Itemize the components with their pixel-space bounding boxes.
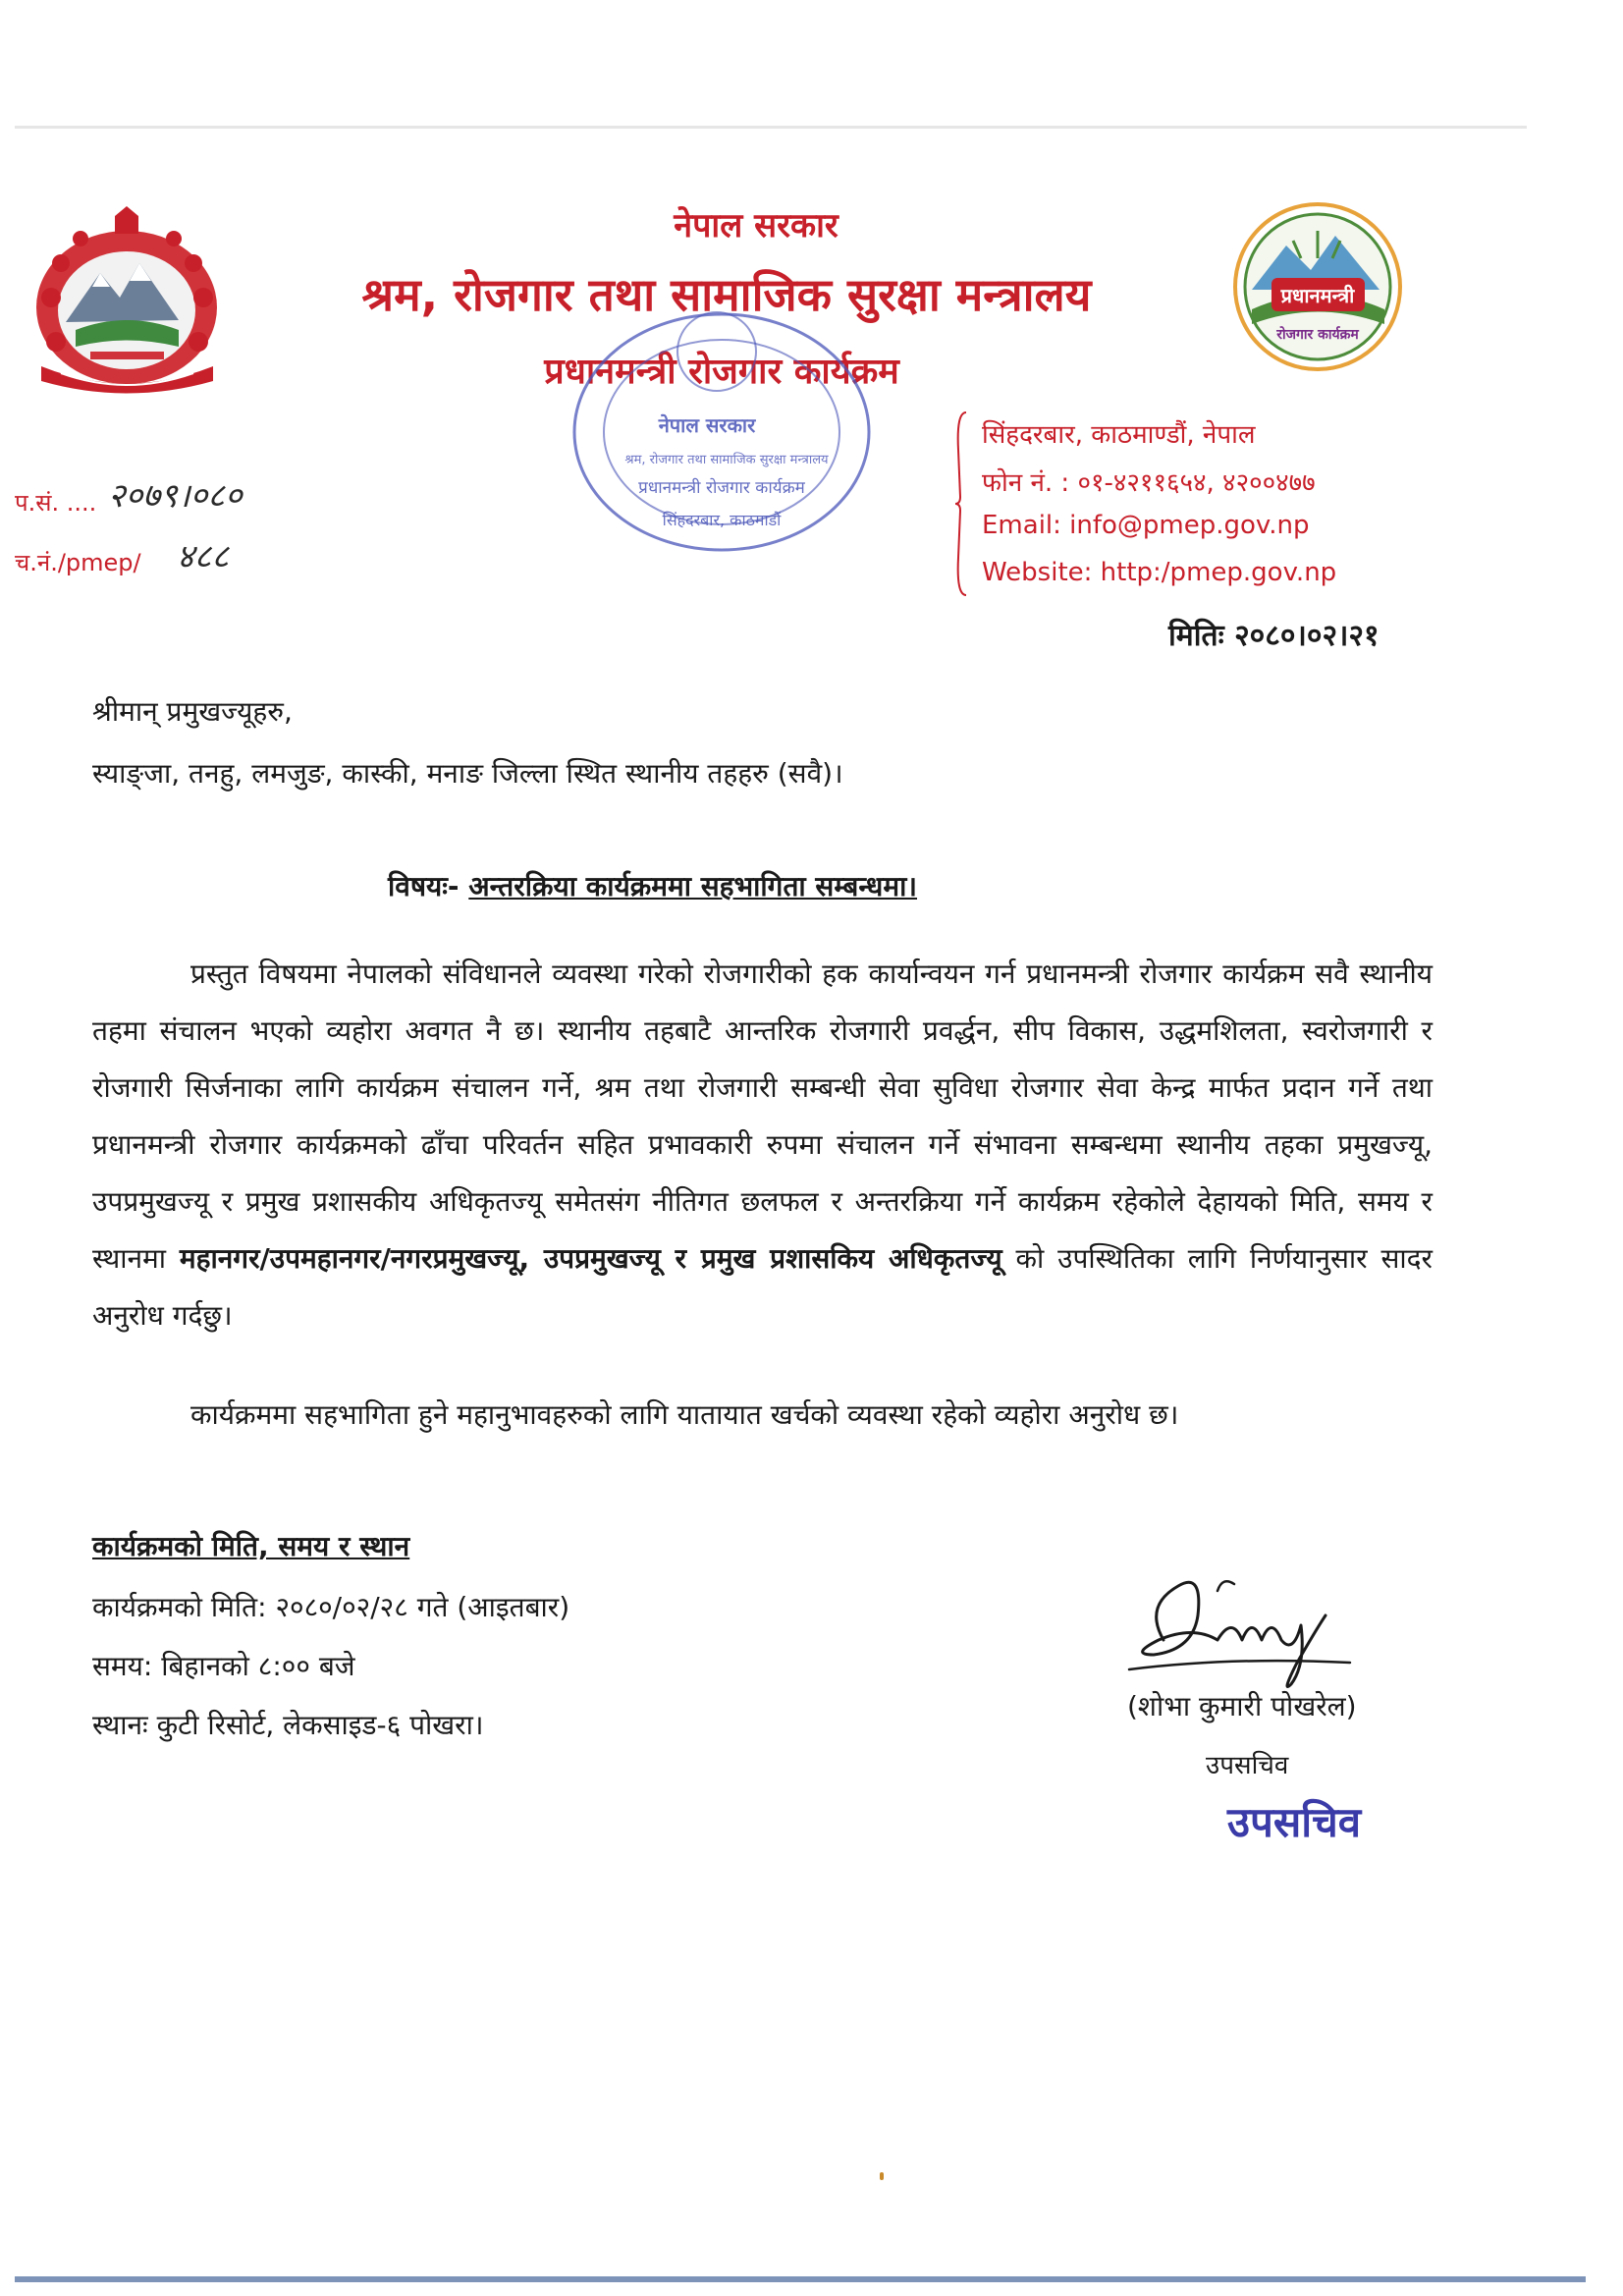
subject-label: विषयः- — [388, 870, 469, 902]
signatory-name: (शोभा कुमारी पोखरेल) — [1127, 1690, 1357, 1722]
body-paragraph-1-bold: महानगर/उपमहानगर/नगरप्रमुखज्यू, उपप्रमुखज्यू र प्रमुख प्रशासकिय अधिकृतज्यू — [179, 1242, 1002, 1275]
subject — [388, 867, 917, 904]
nepal-coat-of-arms-icon — [22, 204, 233, 401]
designation-stamp: उपसचिव — [1227, 1798, 1362, 1846]
contact-email: Email: info@pmep.gov.np — [982, 511, 1310, 540]
contact-website: Website: http:/pmep.gov.np — [982, 558, 1337, 587]
stamp-line-2: श्रम, रोजगार तथा सामाजिक सुरक्षा मन्त्रालय — [624, 453, 829, 467]
ps-label: प.सं. .... — [15, 489, 97, 517]
body-paragraph-1 — [92, 946, 1433, 1344]
contact-bracket — [954, 410, 968, 597]
stamp-line-1: नेपाल सरकार — [658, 413, 756, 437]
letter-date: मितिः २०८०।०२।२१ — [1168, 619, 1380, 653]
contact-phone: फोन नं. : ०१-४२११६५४, ४२००४७७ — [982, 468, 1316, 498]
ps-value: २०७९।०८० — [108, 476, 243, 516]
schedule-venue: स्थानः कुटी रिसोर्ट, लेकसाइड-६ पोखरा। — [92, 1709, 484, 1741]
scan-bottom-edge — [15, 2276, 1586, 2282]
pradhanmantri-rojgar-karyakram-logo-icon — [1232, 201, 1404, 373]
schedule-time: समय: बिहानको ८:०० बजे — [92, 1650, 355, 1682]
handwritten-signature — [1124, 1547, 1355, 1694]
schedule-date: कार्यक्रमको मिति: २०८०/०२/२८ गते (आइतबार) — [92, 1591, 570, 1623]
ministry-name: श्रम, रोजगार तथा सामाजिक सुरक्षा मन्त्रालय — [361, 268, 1092, 321]
government-name: नेपाल सरकार — [674, 206, 839, 246]
cn-label: च.नं./pmep/ — [15, 549, 141, 576]
scan-speck — [880, 2172, 884, 2180]
contact-address: सिंहदरबार, काठमाण्डौं, नेपाल — [982, 420, 1256, 450]
logo-text-top: प्रधानमन्त्री — [1280, 284, 1355, 307]
cn-value: ४८८ — [177, 537, 230, 576]
subject-text: अन्तरक्रिया कार्यक्रममा सहभागिता सम्बन्धमा। — [468, 870, 918, 902]
signatory-designation: उपसचिव — [1206, 1751, 1289, 1780]
schedule-title: कार्यक्रमको मिति, समय र स्थान — [92, 1530, 410, 1562]
office-seal-stamp — [560, 285, 884, 560]
logo-text-bottom: रोजगार कार्यक्रम — [1276, 327, 1359, 343]
stamp-line-4: सिंहदरबार, काठमाडौं — [662, 511, 782, 529]
body-paragraph-2: कार्यक्रममा सहभागिता हुने महानुभावहरुको लागि यातायात खर्चको व्यवस्था रहेको व्यहोरा अनुरोध छ। — [190, 1398, 1179, 1431]
addressee-line-2: स्याङ्जा, तनहु, लमजुङ, कास्की, मनाङ जिल्ला स्थित स्थानीय तहहरु (सवै)। — [92, 757, 843, 790]
body-paragraph-1-end: को उपस्थितिका लागि निर्णयानुसार सादर अनुरोध गर्दछु। — [92, 1242, 1433, 1332]
program-name: प्रधानमन्त्री रोजगार कार्यक्रम — [544, 352, 899, 392]
addressee-line-1: श्रीमान् प्रमुखज्यूहरु, — [92, 695, 293, 728]
stamp-line-3: प्रधानमन्त्री रोजगार कार्यक्रम — [638, 478, 805, 498]
body-paragraph-1-start: प्रस्तुत विषयमा नेपालको संविधानले व्यवस्था गरेको रोजगारीको हक कार्यान्वयन गर्न प्रधानमन्त्री रोजगार कार्यक्रम सवै स्थानीय तहमा संचालन भएको व्यहोरा अवगत नै छ। स्थानीय तहबाटै आन्तरिक रोजगारी प्रवर्द्धन, सीप विकास, उद्धमशिलता, स्वरोजगारी र रोजगारी सिर्जनाका लागि कार्यक्रम संचालन गर्ने, श्रम तथा रोजगारी सम्बन्धी सेवा सुविधा रोजगार सेवा केन्द्र मार्फत प्रदान गर्ने तथा प्रधानमन्त्री रोजगार कार्यक्रमको ढाँचा परिवर्तन सहित प्रभावकारी रुपमा संचालन गर्ने संभावना सम्बन्धमा स्थानीय तहका प्रमुखज्यू, उपप्रमुखज्यू र प्रमुख प्रशासकीय अधिकृतज्यू समेतसंग नीतिगत छलफल र अन्तरक्रिया गर्ने कार्यक्रम रहेकोले देहायको मिति, समय र स्थानमा — [92, 957, 1433, 1275]
scan-top-edge — [15, 126, 1527, 129]
